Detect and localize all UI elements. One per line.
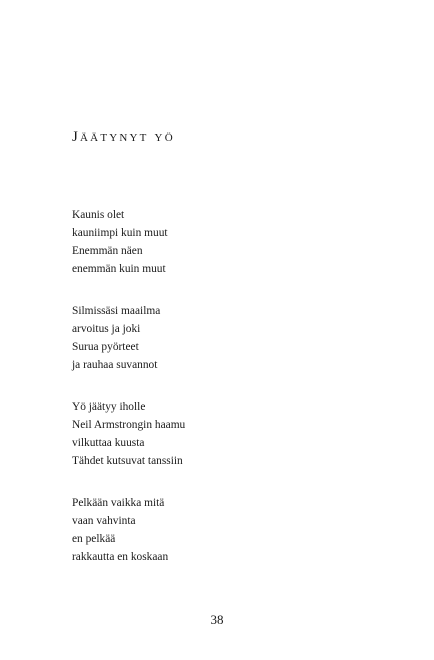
poem-title: Jäätynyt yö xyxy=(72,129,175,145)
poem-body xyxy=(72,206,372,590)
poem-line: Enemmän näen xyxy=(72,245,143,257)
stanza xyxy=(72,398,372,470)
poem-line: arvoitus ja joki xyxy=(72,323,141,335)
poem-line: en pelkää xyxy=(72,533,116,545)
poem-line: Tähdet kutsuvat tanssiin xyxy=(72,455,183,467)
page-number: 38 xyxy=(210,612,224,627)
poem-line: Surua pyörteet xyxy=(72,341,139,353)
stanza xyxy=(72,494,372,566)
poem-line: vaan vahvinta xyxy=(72,515,136,527)
poem-line: Kaunis olet xyxy=(72,209,125,221)
poem-line: rakkautta en koskaan xyxy=(72,551,169,563)
poem-line: vilkuttaa kuusta xyxy=(72,437,145,449)
stanza xyxy=(72,302,372,374)
poem-line: Yö jäätyy iholle xyxy=(72,401,146,413)
poem-line: Pelkään vaikka mitä xyxy=(72,497,165,509)
poem-line: enemmän kuin muut xyxy=(72,263,166,275)
stanza xyxy=(72,206,372,278)
poem-line: kauniimpi kuin muut xyxy=(72,227,168,239)
poem-line: Neil Armstrongin haamu xyxy=(72,419,186,431)
poem-line: Silmissäsi maailma xyxy=(72,305,161,317)
poem-line: ja rauhaa suvannot xyxy=(72,359,158,371)
